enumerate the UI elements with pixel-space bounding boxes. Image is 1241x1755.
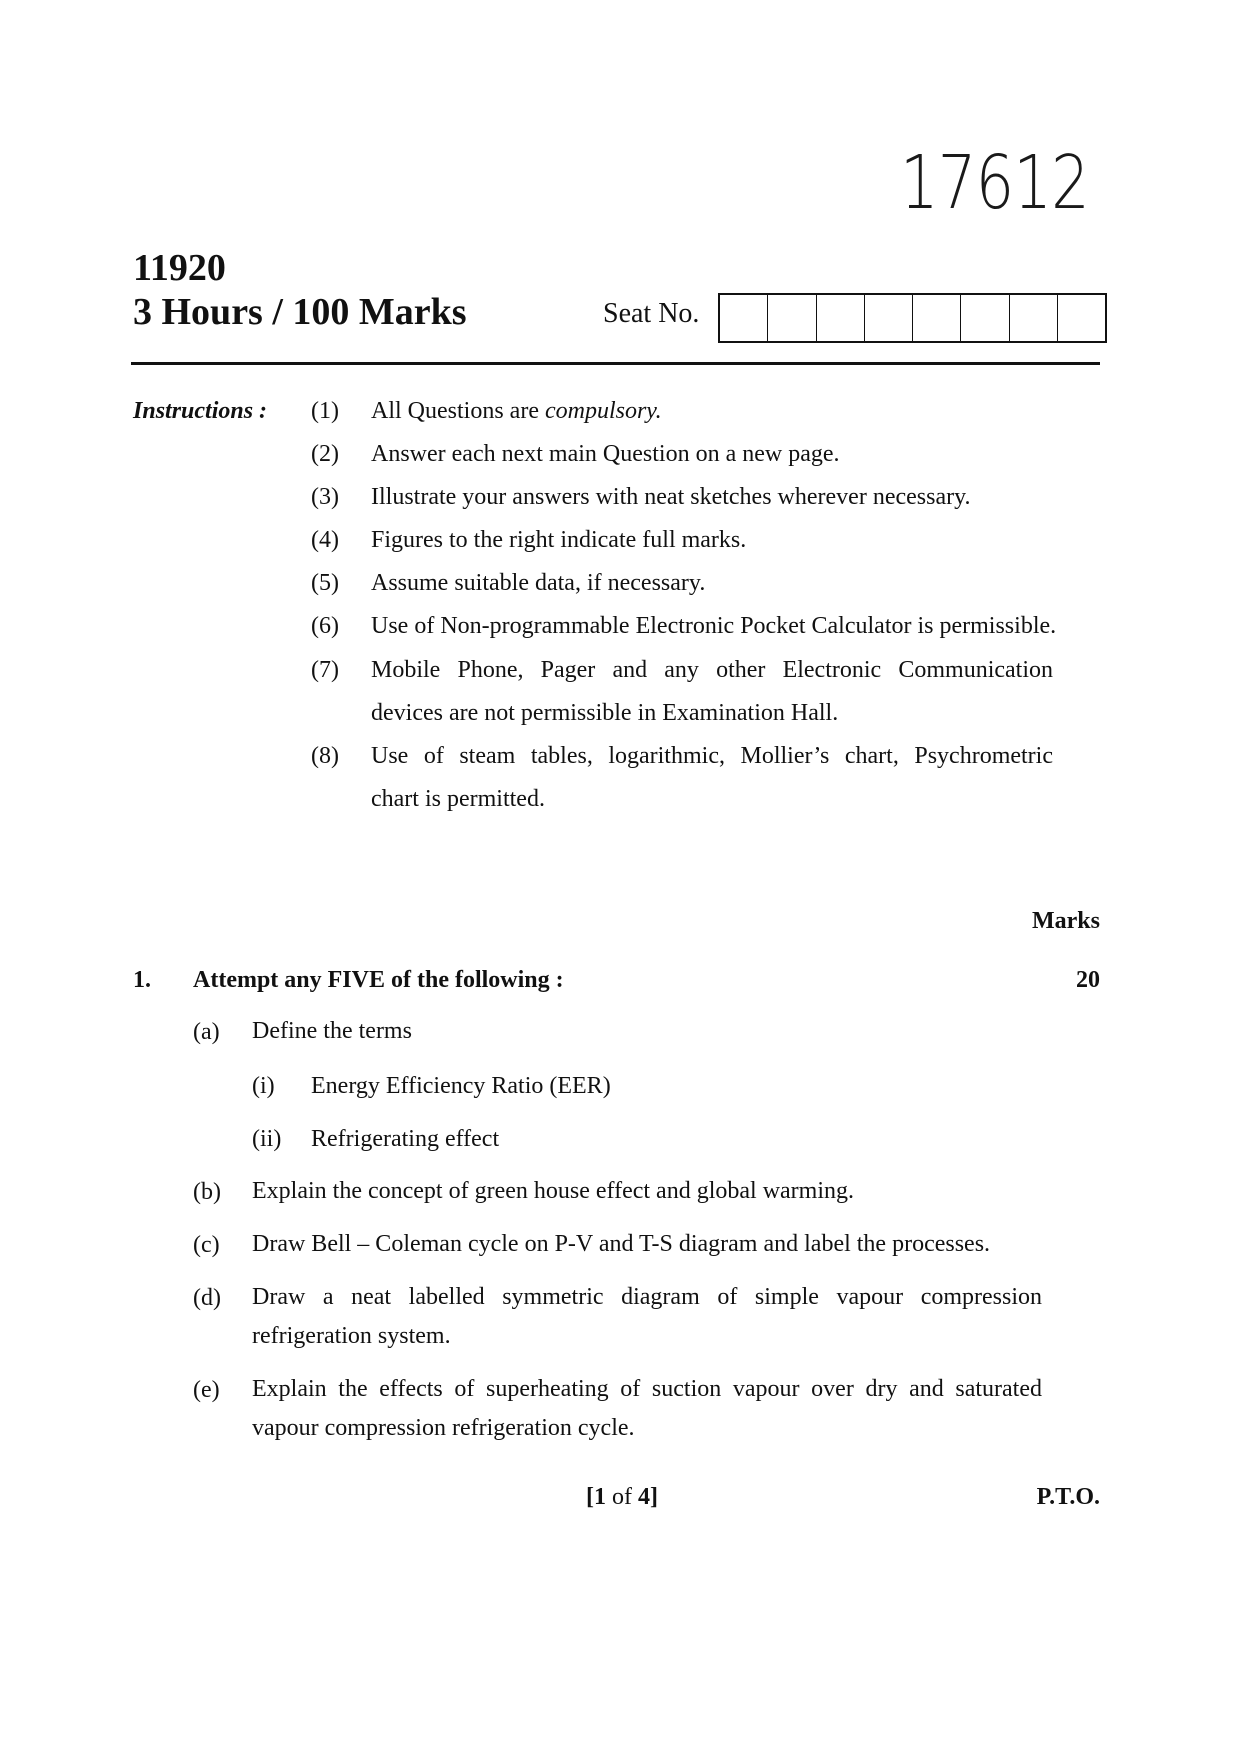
exam-duration: 3 Hours / 100 Marks xyxy=(133,291,467,333)
instruction-emphasis: compulsory. xyxy=(544,398,662,424)
seat-digit-box[interactable] xyxy=(768,295,816,341)
subquestion-text: Explain the concept of green house effect and global warming. xyxy=(252,1178,855,1204)
please-turn-over: P.T.O. xyxy=(1036,1484,1100,1510)
seat-digit-box[interactable] xyxy=(817,295,865,341)
question-marks: 20 xyxy=(1076,967,1100,993)
instruction-number: (8) xyxy=(311,743,339,769)
subquestion-text: Draw a neat labelled symmetric diagram of simple vapour compression xyxy=(252,1284,1042,1310)
instruction-text: Figures to the right indicate full marks. xyxy=(371,527,747,553)
seat-number-boxes[interactable] xyxy=(718,293,1107,343)
subpart-text: Refrigerating effect xyxy=(311,1126,500,1152)
seat-digit-box[interactable] xyxy=(1058,295,1105,341)
instruction-text: chart is permitted. xyxy=(371,786,545,812)
subquestion-label: (e) xyxy=(193,1377,220,1403)
instruction-number: (5) xyxy=(311,570,339,596)
seat-digit-box[interactable] xyxy=(720,295,768,341)
header-divider xyxy=(131,362,1100,365)
subquestion-label: (b) xyxy=(193,1179,221,1205)
instruction-number: (1) xyxy=(311,398,339,424)
seat-digit-box[interactable] xyxy=(865,295,913,341)
instruction-number: (3) xyxy=(311,484,339,510)
page-indicator: [1 of 4] xyxy=(586,1484,658,1510)
instruction-number: (2) xyxy=(311,441,339,467)
question-number: 1. xyxy=(133,967,151,993)
subquestion-text: refrigeration system. xyxy=(252,1323,451,1349)
instruction-number: (6) xyxy=(311,613,339,639)
question-title: Attempt any FIVE of the following : xyxy=(193,967,564,993)
instruction-text: Assume suitable data, if necessary. xyxy=(371,570,706,596)
instruction-text: Answer each next main Question on a new page. xyxy=(371,441,840,467)
subpart-label: (i) xyxy=(252,1073,275,1099)
seat-digit-box[interactable] xyxy=(913,295,961,341)
subpart-text: Energy Efficiency Ratio (EER) xyxy=(311,1073,611,1099)
instruction-text: Mobile Phone, Pager and any other Electronic Communication xyxy=(371,657,1053,683)
subquestion-label: (c) xyxy=(193,1232,220,1258)
subpart-label: (ii) xyxy=(252,1126,282,1152)
subquestion-text: Draw Bell – Coleman cycle on P-V and T-S diagram and label the processes. xyxy=(252,1231,991,1257)
instruction-number: (7) xyxy=(311,657,339,683)
instruction-text: Use of steam tables, logarithmic, Mollier’s chart, Psychrometric xyxy=(371,743,1053,769)
instruction-text: All Questions are compulsory. xyxy=(371,398,662,424)
subquestion-label: (a) xyxy=(193,1019,220,1045)
seat-number-label: Seat No. xyxy=(603,298,700,329)
seat-digit-box[interactable] xyxy=(1010,295,1058,341)
instruction-number: (4) xyxy=(311,527,339,553)
subquestion-text: Explain the effects of superheating of suction vapour over dry and saturated xyxy=(252,1376,1042,1402)
instruction-text: Use of Non-programmable Electronic Pocket Calculator is permissible. xyxy=(371,613,1057,639)
subquestion-text: vapour compression refrigeration cycle. xyxy=(252,1415,635,1441)
instructions-label: Instructions : xyxy=(133,398,268,424)
subquestion-text: Define the terms xyxy=(252,1018,412,1044)
marks-column-heading: Marks xyxy=(1032,908,1100,934)
seat-digit-box[interactable] xyxy=(961,295,1009,341)
exam-code: 11920 xyxy=(133,247,226,289)
paper-code: 17612 xyxy=(900,140,1089,226)
subquestion-label: (d) xyxy=(193,1285,221,1311)
instruction-text: devices are not permissible in Examination Hall. xyxy=(371,700,839,726)
instruction-text: Illustrate your answers with neat sketches wherever necessary. xyxy=(371,484,971,510)
